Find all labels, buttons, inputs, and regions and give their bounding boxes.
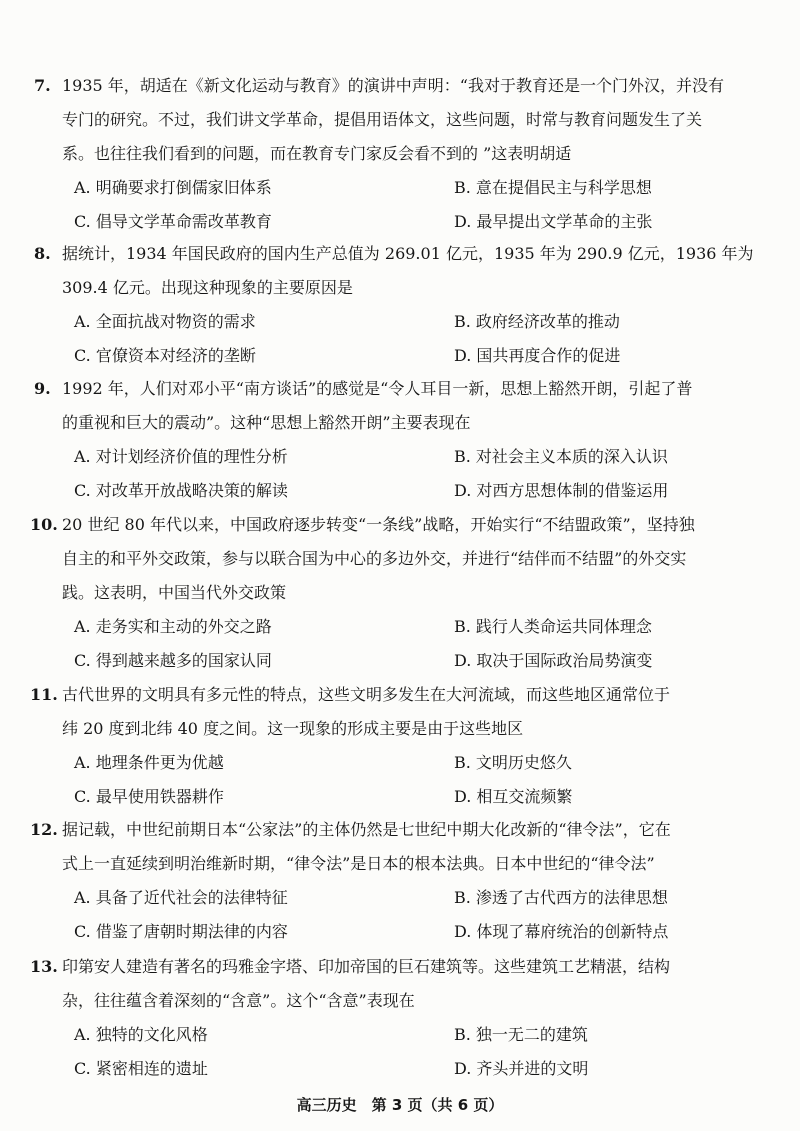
option-b[interactable]: B. 渗透了古代西方的法律思想 — [454, 888, 668, 907]
option-d[interactable]: D. 国共再度合作的促进 — [454, 346, 621, 365]
option-a[interactable]: A. 对计划经济价值的理性分析 — [74, 447, 288, 466]
stem-line: 的重视和巨大的震动”。这种“思想上豁然开朗”主要表现在 — [62, 413, 471, 432]
question-stem — [0, 813, 800, 881]
question-stem — [0, 508, 800, 610]
option-c[interactable]: C. 借鉴了唐朝时期法律的内容 — [74, 922, 288, 941]
options — [0, 305, 800, 373]
options — [0, 440, 800, 508]
stem-line: 践。这表明，中国当代外交政策 — [62, 583, 287, 602]
page-footer: 高三历史 第 3 页（共 6 页） — [296, 1096, 504, 1114]
stem-line: 据统计，1934 年国民政府的国内生产总值为 269.01 亿元，1935 年为 290.9 亿元，1936 年为 — [62, 244, 754, 263]
option-d[interactable]: D. 取决于国际政治局势演变 — [454, 651, 653, 670]
stem-line: 式上一直延续到明治维新时期，“律令法”是日本的根本法典。日本中世纪的“律令法” — [62, 854, 655, 873]
question-stem — [0, 237, 800, 305]
question-10 — [0, 508, 800, 678]
stem-line: 系。也往往我们看到的问题，而在教育专门家反会看不到的 ”这表明胡适 — [62, 144, 572, 163]
question-11 — [0, 678, 800, 814]
stem-line: 纬 20 度到北纬 40 度之间。这一现象的形成主要是由于这些地区 — [62, 719, 524, 738]
option-b[interactable]: B. 践行人类命运共同体理念 — [454, 617, 652, 636]
question-7 — [0, 69, 800, 239]
question-number: 7. — [34, 76, 51, 95]
stem-line: 据记载，中世纪前期日本“公家法”的主体仍然是七世纪中期大化改新的“律令法”，它在 — [62, 820, 671, 839]
options — [0, 610, 800, 678]
option-c[interactable]: C. 倡导文学革命需改革教育 — [74, 212, 272, 231]
option-d[interactable]: D. 体现了幕府统治的创新特点 — [454, 922, 669, 941]
stem-line: 20 世纪 80 年代以来，中国政府逐步转变“一条线”战略，开始实行“不结盟政策”，坚持独 — [62, 515, 695, 534]
question-stem — [0, 372, 800, 440]
option-d[interactable]: D. 对西方思想体制的借鉴运用 — [454, 481, 669, 500]
question-number: 13. — [30, 957, 58, 976]
question-12 — [0, 813, 800, 949]
stem-line: 杂，往往蕴含着深刻的“含意”。这个“含意”表现在 — [62, 991, 415, 1010]
option-a[interactable]: A. 全面抗战对物资的需求 — [74, 312, 256, 331]
option-c[interactable]: C. 官僚资本对经济的垄断 — [74, 346, 256, 365]
option-b[interactable]: B. 政府经济改革的推动 — [454, 312, 620, 331]
stem-line: 印第安人建造有著名的玛雅金字塔、印加帝国的巨石建筑等。这些建筑工艺精湛，结构 — [62, 957, 671, 976]
option-b[interactable]: B. 文明历史悠久 — [454, 753, 572, 772]
question-number: 11. — [30, 685, 58, 704]
stem-line: 309.4 亿元。出现这种现象的主要原因是 — [62, 278, 353, 297]
question-9 — [0, 372, 800, 508]
option-b[interactable]: B. 意在提倡民主与科学思想 — [454, 178, 652, 197]
option-a[interactable]: A. 走务实和主动的外交之路 — [74, 617, 272, 636]
stem-line: 1935 年，胡适在《新文化运动与教育》的演讲中声明：“我对于教育还是一个门外汉，并没有 — [62, 76, 724, 95]
option-a[interactable]: A. 明确要求打倒儒家旧体系 — [74, 178, 272, 197]
question-stem — [0, 678, 800, 746]
option-b[interactable]: B. 独一无二的建筑 — [454, 1025, 588, 1044]
question-stem — [0, 69, 800, 171]
stem-line: 专门的研究。不过，我们讲文学革命，提倡用语体文，这些问题，时常与教育问题发生了关 — [62, 110, 703, 129]
options — [0, 881, 800, 949]
question-8 — [0, 237, 800, 373]
question-number: 8. — [34, 244, 51, 263]
option-c[interactable]: C. 紧密相连的遗址 — [74, 1059, 208, 1078]
option-d[interactable]: D. 相互交流频繁 — [454, 787, 573, 806]
question-13 — [0, 950, 800, 1086]
option-a[interactable]: A. 独特的文化风格 — [74, 1025, 208, 1044]
question-number: 12. — [30, 820, 58, 839]
question-stem — [0, 950, 800, 1018]
question-number: 10. — [30, 515, 58, 534]
option-a[interactable]: A. 具备了近代社会的法律特征 — [74, 888, 288, 907]
option-d[interactable]: D. 最早提出文学革命的主张 — [454, 212, 653, 231]
options — [0, 1018, 800, 1086]
question-number: 9. — [34, 379, 51, 398]
option-d[interactable]: D. 齐头并进的文明 — [454, 1059, 589, 1078]
option-c[interactable]: C. 得到越来越多的国家认同 — [74, 651, 272, 670]
option-c[interactable]: C. 最早使用铁器耕作 — [74, 787, 224, 806]
option-a[interactable]: A. 地理条件更为优越 — [74, 753, 224, 772]
stem-line: 1992 年，人们对邓小平“南方谈话”的感觉是“令人耳目一新，思想上豁然开朗，引起了普 — [62, 379, 693, 398]
stem-line: 自主的和平外交政策，参与以联合国为中心的多边外交，并进行“结伴而不结盟”的外交实 — [62, 549, 687, 568]
options — [0, 171, 800, 239]
option-c[interactable]: C. 对改革开放战略决策的解读 — [74, 481, 288, 500]
stem-line: 古代世界的文明具有多元性的特点，这些文明多发生在大河流域，而这些地区通常位于 — [62, 685, 671, 704]
options — [0, 746, 800, 814]
option-b[interactable]: B. 对社会主义本质的深入认识 — [454, 447, 668, 466]
